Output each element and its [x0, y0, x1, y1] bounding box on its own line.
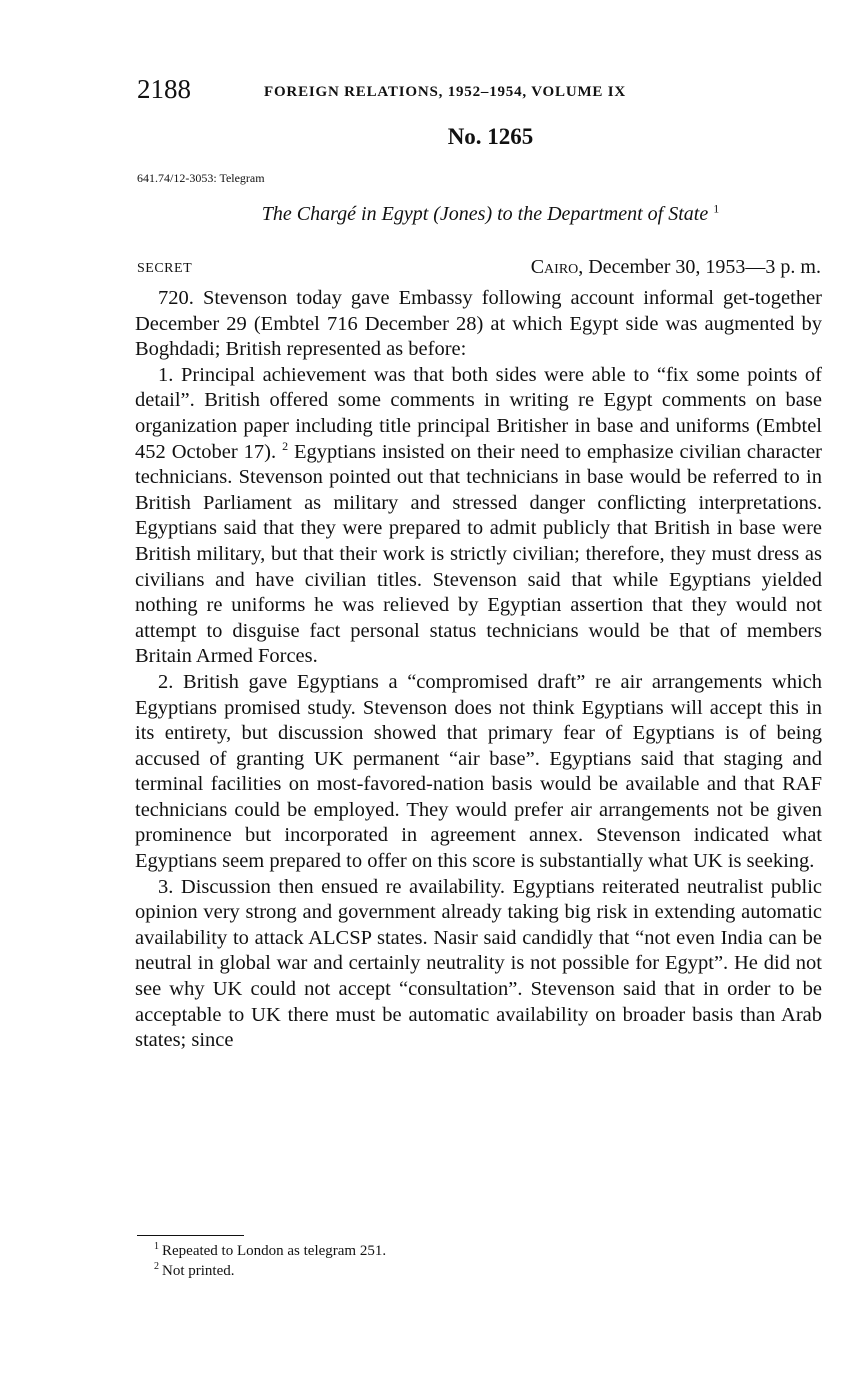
paragraph-3: 3. Discussion then ensued re availability. Egyptians reiterated neutralist public opinion very strong and government already taking big risk in extending automatic availability to attack ALCSP states. Nasir said candidly that “not even India can be neutral in global war and certainly neutrality is not possible for Egypt”. He did not see why UK could not accept “consultation”. Stevenson said that in order to be acceptable to UK there must be automatic availability on broader basis than Arab states; since: [135, 875, 822, 1052]
dateline-place: Cairo: [530, 256, 579, 278]
footnote-marker-1: 1: [713, 201, 720, 216]
paragraph-intro: 720. Stevenson today gave Embassy following account informal get-together December 29 (Embtel 716 December 28) at which Egypt side was augmented by Boghdadi; British represented as before:: [135, 287, 822, 361]
classification-label: SECRET: [137, 261, 193, 276]
footnote-1-text: Repeated to London as telegram 251.: [162, 1243, 387, 1259]
document-number: No. 1265: [447, 124, 534, 149]
volume-title: FOREIGN RELATIONS, 1952–1954, VOLUME IX: [264, 84, 627, 100]
document-title: [0, 203, 861, 226]
dateline: [531, 256, 821, 279]
footnote-1: [137, 1241, 386, 1261]
footnote-2: [137, 1261, 386, 1281]
page-number: 2188: [137, 74, 191, 104]
footnotes: [137, 1241, 386, 1281]
footnote-divider: [137, 1235, 244, 1236]
file-reference: 641.74/12-3053: Telegram: [137, 171, 265, 185]
paragraph-2: 2. British gave Egyptians a “compromised draft” re air arrangements which Egyptians promised study. Stevenson does not think Egyptians will accept this in its entirety, but discussion showed that primary fear of Egyptians is of being accused of granting UK permanent “air base”. Egyptians said that staging and terminal facilities on most-favored-nation basis would be available and that RAF technicians could be employed. They would prefer air arrangements not be given prominence but incorporated in agreement annex. Stevenson indicated what Egyptians seem prepared to offer on this score is substantially what UK is seeking.: [135, 670, 822, 873]
telegram-body: [135, 286, 822, 1054]
paragraph-1-part-a: 1. Principal achievement was that both sides were able to “fix some points of detail”. British offered some comments in writing re Egypt comments on base organization paper including title principal Britisher in base and uniforms (Embtel 452 October 17).: [135, 363, 822, 463]
paragraph-1: [135, 363, 822, 670]
footnote-marker-2: 2: [282, 438, 289, 453]
dateline-date: , December 30, 1953—3 p. m.: [578, 256, 821, 278]
footnote-2-marker: 2: [154, 1261, 159, 1272]
footnote-1-marker: 1: [154, 1241, 159, 1252]
paragraph-1-part-b: Egyptians insisted on their need to emphasize civilian character technicians. Stevenson pointed out that technicians in base would be referred to in British Parliament as military and stressed danger conflicting interpretations. Egyptians said that they were prepared to admit publicly that British in base were British military, but that their work is strictly civilian; therefore, they must dress as civilians and have civilian titles. Stevenson said that while Egyptians yielded nothing re uniforms he was relieved by Egyptian assertion that they would not attempt to disguise fact personal status technicians would be that of members Britain Armed Forces.: [135, 440, 823, 668]
document-title-text: The Chargé in Egypt (Jones) to the Department of State: [261, 203, 709, 225]
footnote-2-text: Not printed.: [162, 1263, 235, 1279]
running-head: [137, 74, 827, 108]
